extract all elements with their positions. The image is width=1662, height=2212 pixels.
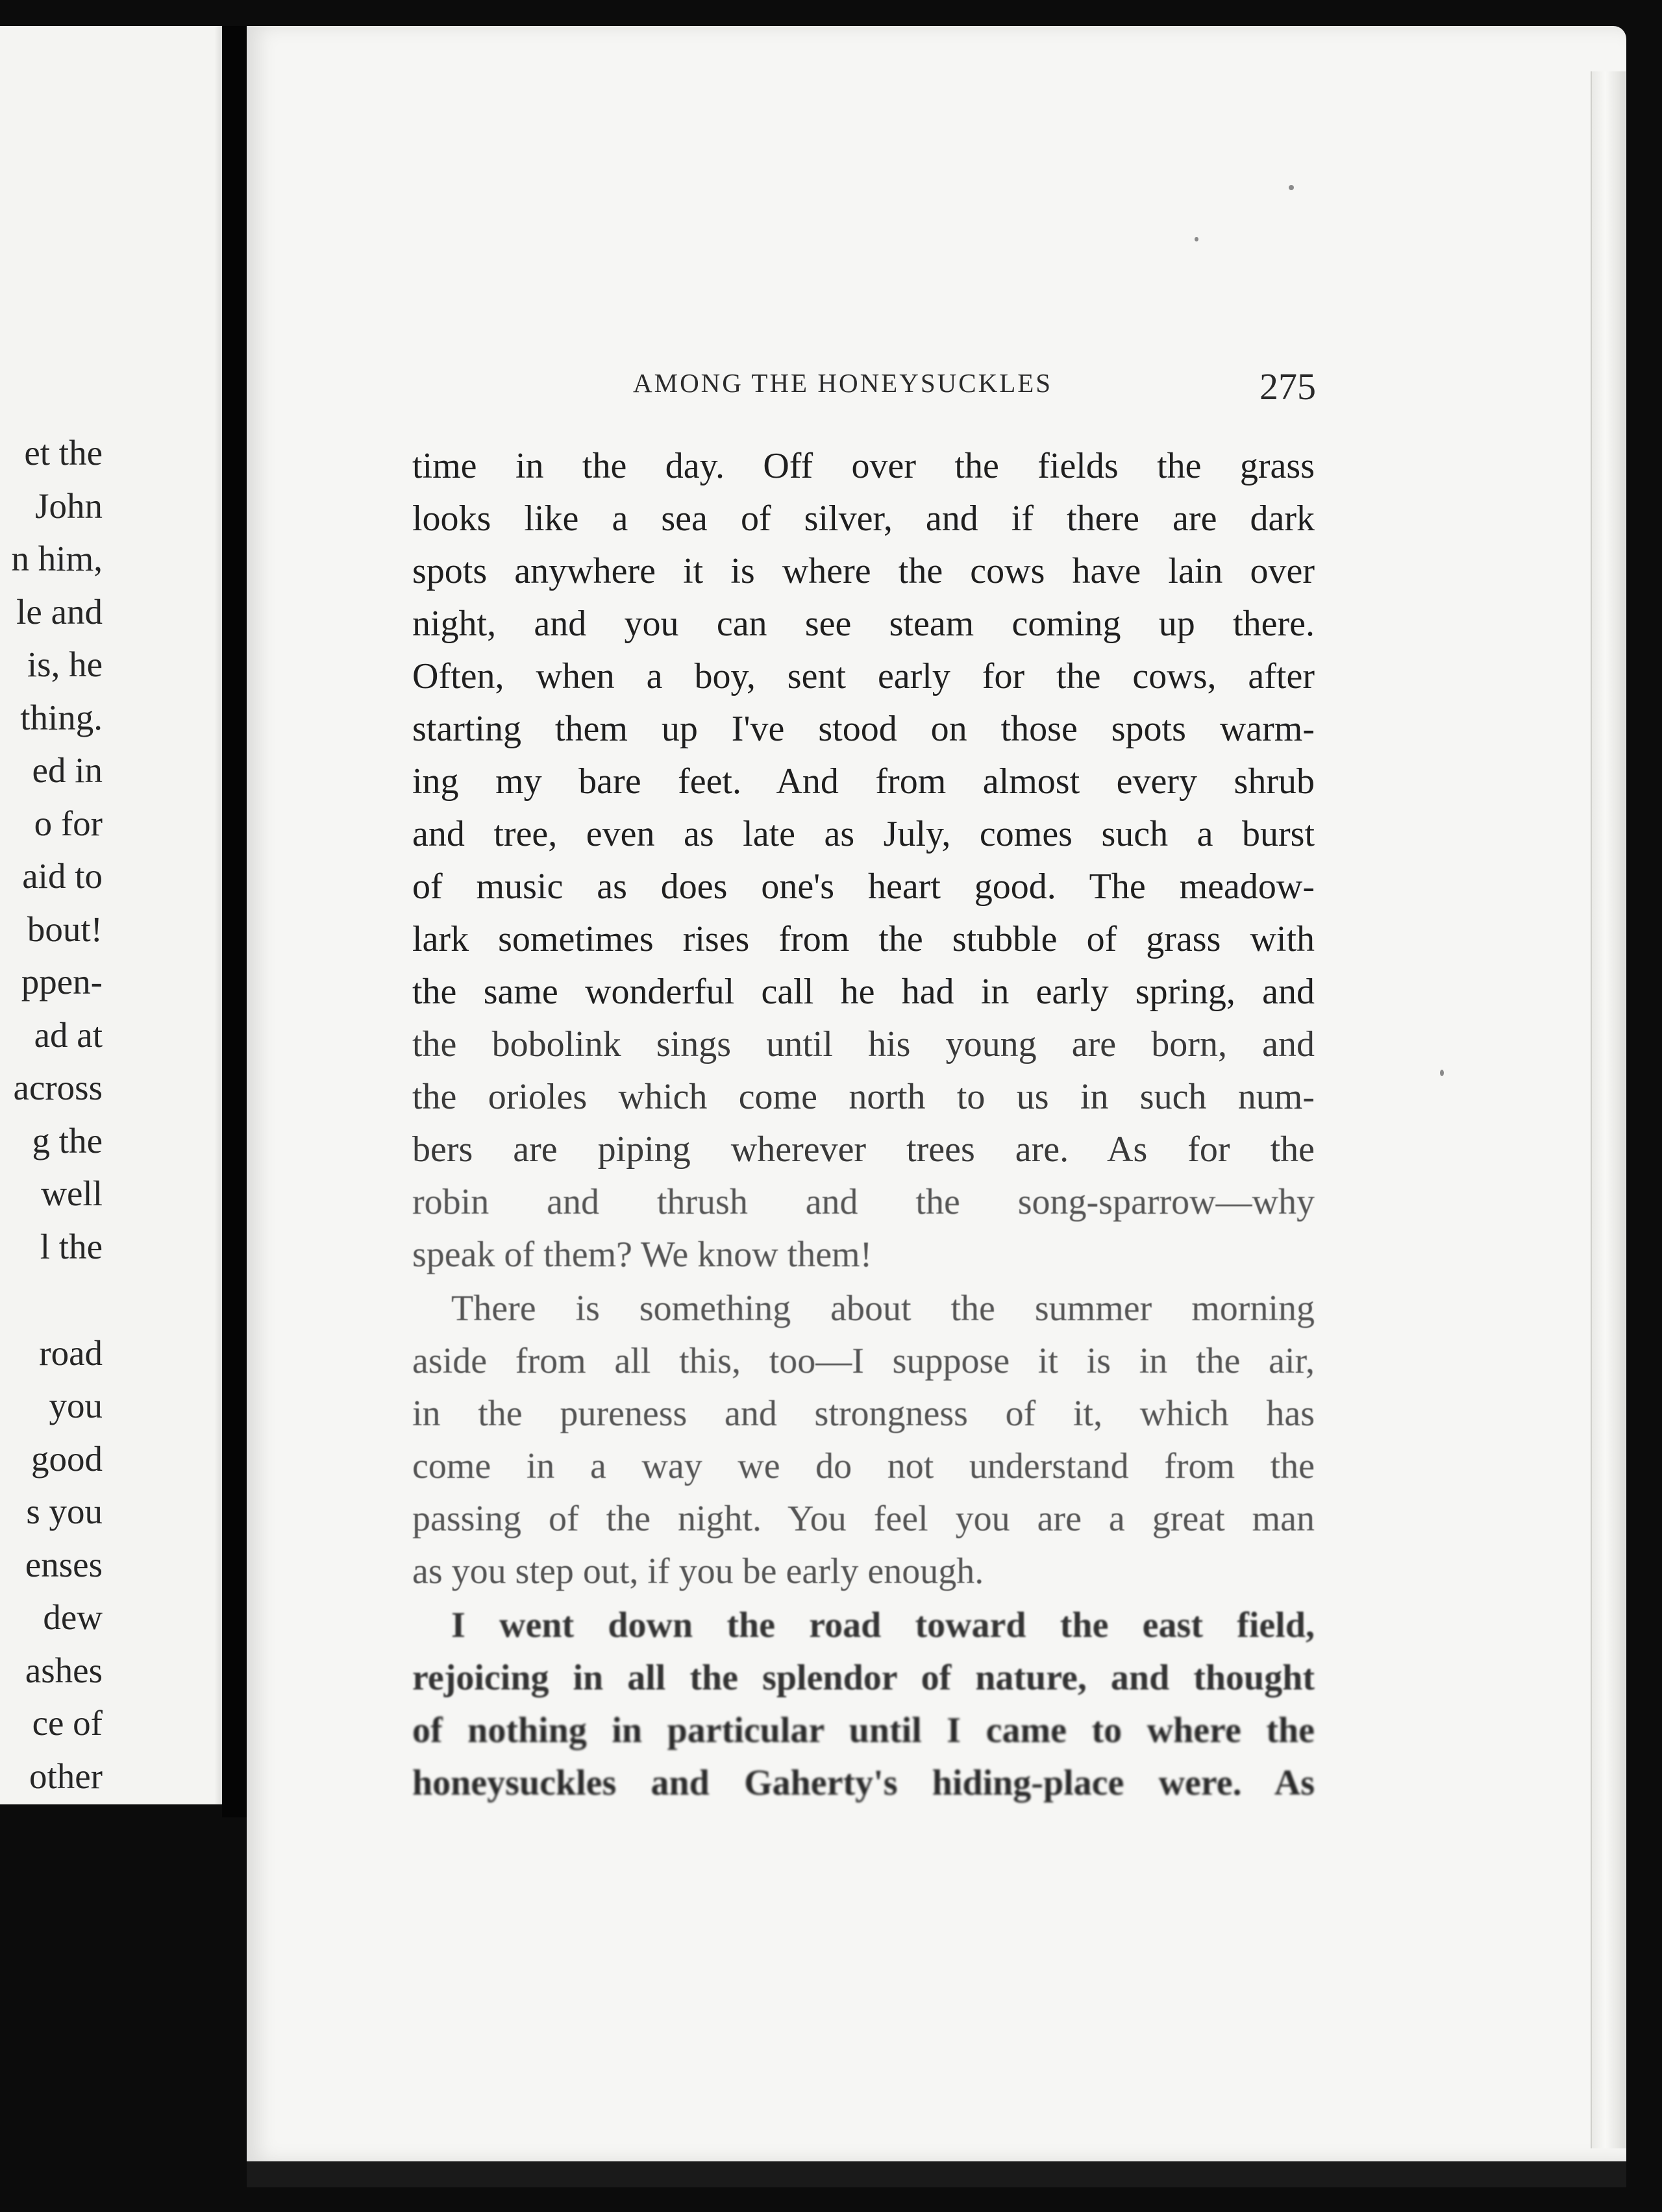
left-page-fragment: other (29, 1756, 103, 1796)
left-page-fragment: across (13, 1068, 103, 1107)
text-line: come in a way we do not understand from the (412, 1446, 1315, 1486)
left-page-fragment: bout! (27, 909, 103, 949)
text-line: the bobolink sings until his young are born, and (412, 1024, 1315, 1064)
text-line: bers are piping wherever trees are. As for the (412, 1129, 1315, 1170)
left-page-fragment: John (35, 486, 103, 526)
left-page-fragment: is, he (27, 645, 103, 684)
left-page-fragment: n him, (11, 539, 103, 578)
left-page-fragment: et the (24, 433, 103, 473)
text-line: ing my bare feet. And from almost every shrub (412, 761, 1315, 802)
left-page-fragment: enses (25, 1545, 103, 1584)
text-line: robin and thrush and the song-sparrow—why (412, 1182, 1315, 1222)
left-page-fragment: good (31, 1439, 103, 1479)
text-line: aside from all this, too—I suppose it is in the air, (412, 1341, 1315, 1381)
page-stack-edge (1591, 71, 1626, 2148)
left-page-fragment: aid to (22, 856, 103, 896)
left-page-fragment: ed in (32, 750, 103, 790)
left-page-fragment: s you (26, 1492, 103, 1531)
paper-fleck (1195, 237, 1198, 241)
text-line: Often, when a boy, sent early for the cows, after (412, 656, 1315, 696)
text-line: I went down the road toward the east field, (451, 1605, 1315, 1645)
text-line: of nothing in particular until I came to where the (412, 1710, 1315, 1751)
text-line: honeysuckles and Gaherty's hiding-place were. As (412, 1763, 1315, 1803)
left-page-fragment: ce of (32, 1703, 103, 1743)
text-line: the same wonderful call he had in early spring, and (412, 972, 1315, 1012)
page-number: 275 (1259, 365, 1316, 408)
text-line: the orioles which come north to us in such num- (412, 1077, 1315, 1117)
text-line: night, and you can see steam coming up there. (412, 604, 1315, 644)
left-page-fragment: thing. (20, 698, 103, 737)
left-page-fragment: le and (16, 592, 103, 632)
text-line: looks like a sea of silver, and if there are dark (412, 498, 1315, 539)
left-page-fragment: g the (32, 1121, 103, 1161)
left-page-fragment: well (41, 1174, 103, 1213)
left-page-fragment: dew (43, 1597, 103, 1637)
left-page-fragment: l the (40, 1227, 103, 1266)
left-page-fragment: ppen- (21, 962, 103, 1002)
text-line: and tree, even as late as July, comes such a burst (412, 814, 1315, 854)
text-line: spots anywhere it is where the cows have lain over (412, 551, 1315, 591)
left-page (0, 26, 229, 1804)
left-page-fragment: ad at (34, 1015, 103, 1055)
page-bottom-shadow (247, 2161, 1626, 2187)
text-line: in the pureness and strongness of it, which has (412, 1394, 1315, 1434)
left-page-fragment: ashes (25, 1651, 103, 1690)
text-line: of music as does one's heart good. The meadow- (412, 866, 1315, 907)
text-line: speak of them? We know them! (412, 1235, 873, 1275)
text-line: lark sometimes rises from the stubble of grass with (412, 919, 1315, 959)
text-line: starting them up I've stood on those spots warm- (412, 709, 1315, 749)
text-line: time in the day. Off over the fields the grass (412, 446, 1315, 486)
text-line: as you step out, if you be early enough. (412, 1551, 984, 1591)
left-page-fragment: you (49, 1386, 103, 1425)
paper-fleck (1289, 185, 1294, 190)
left-page-fragment: o for (34, 804, 103, 843)
running-head: AMONG THE HONEYSUCKLES (633, 368, 1053, 398)
text-line: passing of the night. You feel you are a great man (412, 1499, 1315, 1539)
text-line: There is something about the summer morning (451, 1288, 1315, 1329)
text-line: rejoicing in all the splendor of nature, and thought (412, 1658, 1315, 1698)
paper-fleck (1440, 1070, 1444, 1076)
left-page-fragment: road (39, 1333, 103, 1373)
